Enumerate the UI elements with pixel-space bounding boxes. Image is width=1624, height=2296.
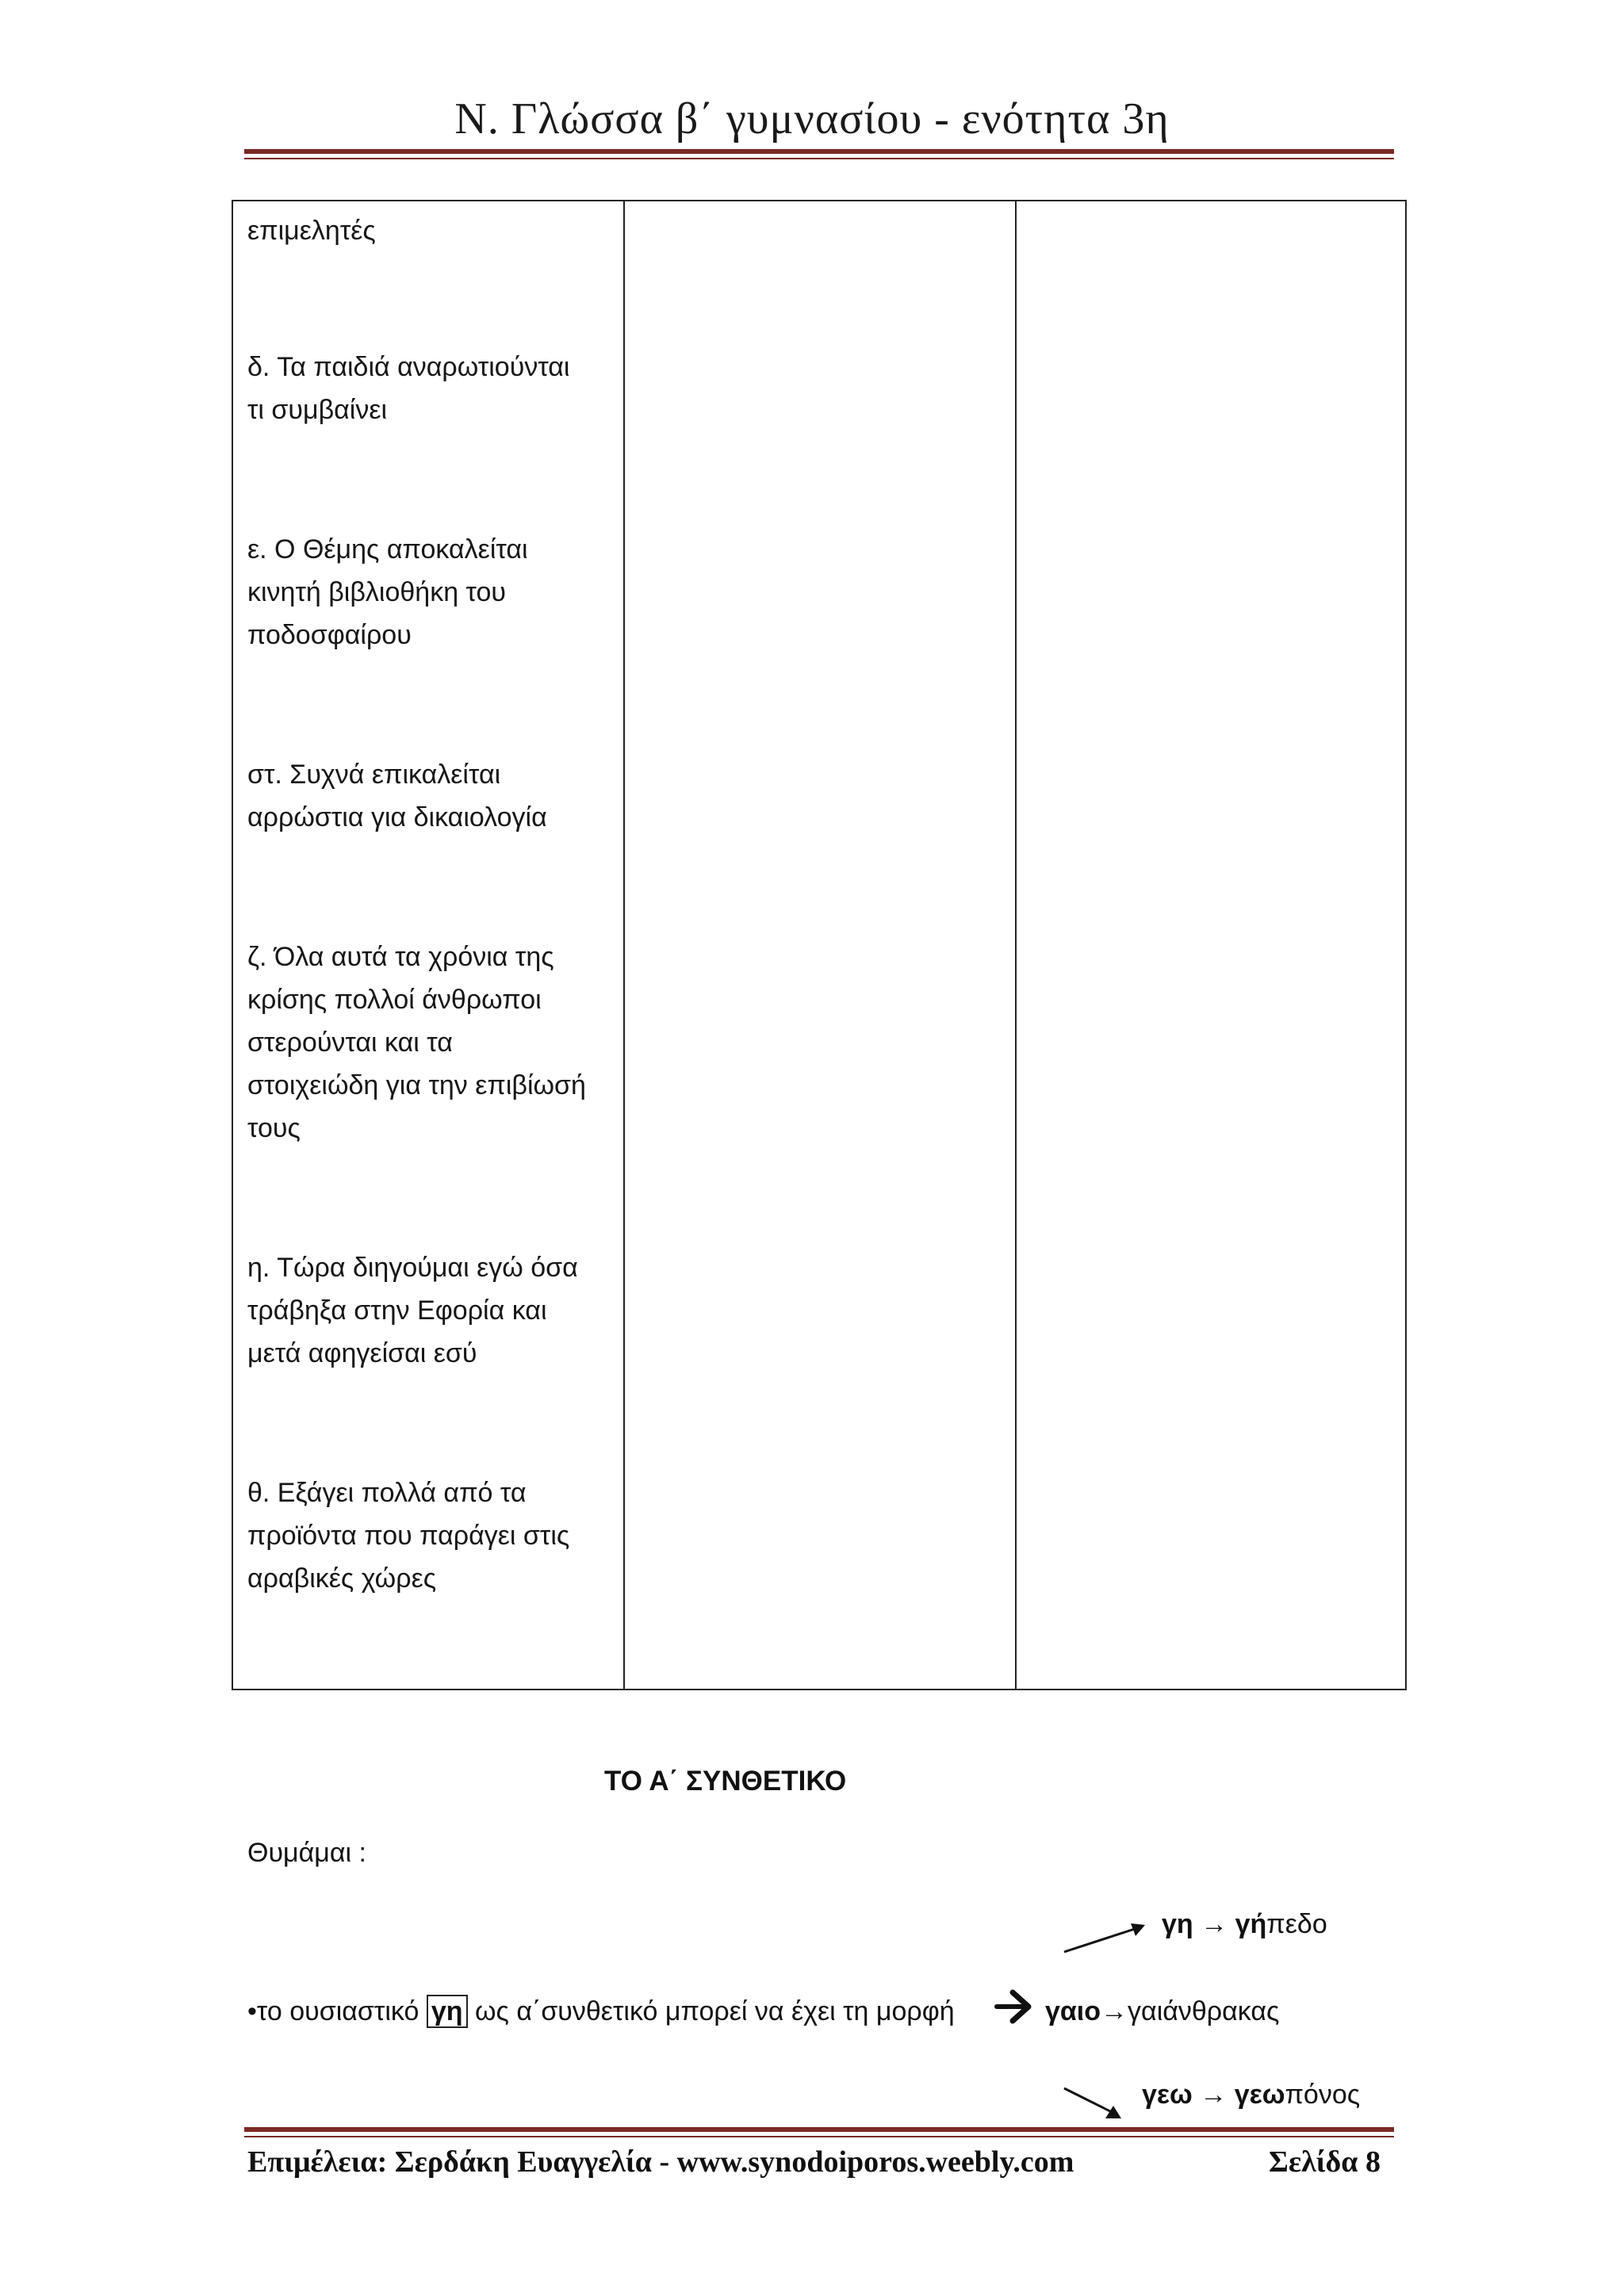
sentence-st: στ. Συχνά επικαλείται αρρώστια για δικαιολογία bbox=[247, 760, 547, 832]
form-gi: γη → γήπεδο bbox=[1162, 1909, 1327, 1939]
section-title: ΤΟ Α΄ ΣΥΝΘΕΤΙΚΟ bbox=[604, 1766, 847, 1797]
bullet-statement: •το ουσιαστικό γη ως α΄συνθετικό μπορεί να έχει τη μορφή bbox=[247, 1996, 955, 2026]
diagonal-down-arrow-icon bbox=[1061, 2084, 1124, 2123]
sentence-i: η. Τώρα διηγούμαι εγώ όσα τράβηξα στην Εφορία και μετά αφηγείσαι εσύ bbox=[247, 1253, 578, 1368]
remember-label: Θυμάμαι : bbox=[247, 1838, 366, 1868]
form-geo: γεω → γεωπόνος bbox=[1142, 2080, 1361, 2110]
answer-column-3[interactable] bbox=[1016, 201, 1406, 1689]
page-number: Σελίδα 8 bbox=[1269, 2145, 1381, 2179]
form-gaio: γαιο→γαιάνθρακας bbox=[1045, 1996, 1280, 2026]
sentences-column bbox=[232, 201, 624, 1689]
page-header-title: Ν. Γλώσσα β΄ γυμνασίου - ενότητα 3η bbox=[454, 94, 1170, 144]
sentence-z: ζ. Όλα αυτά τα χρόνια της κρίσης πολλοί άνθρωποι στερούνται και τα στοιχειώδη για την επιβίωσή τους bbox=[247, 942, 586, 1143]
diagonal-up-arrow-icon bbox=[1061, 1917, 1148, 1957]
header-rule bbox=[244, 149, 1394, 159]
boxed-word: γη bbox=[427, 1995, 468, 2028]
sentence-e: ε. Ο Θέμης αποκαλείται κινητή βιβλιοθήκη του ποδοσφαίρου bbox=[247, 534, 528, 650]
footer-rule bbox=[244, 2127, 1394, 2137]
right-arrow-icon bbox=[994, 1986, 1035, 2027]
footer-credit: Επιμέλεια: Σερδάκη Ευαγγελία - www.synodoiporos.weebly.com bbox=[247, 2145, 1074, 2179]
sentence-continuation: επιμελητές bbox=[247, 216, 376, 246]
answer-column-2[interactable] bbox=[624, 201, 1016, 1689]
sentence-th: θ. Εξάγει πολλά από τα προϊόντα που παράγει στις αραβικές χώρες bbox=[247, 1478, 570, 1594]
sentence-d: δ. Τα παιδιά αναρωτιούνται τι συμβαίνει bbox=[247, 352, 570, 425]
exercise-table bbox=[232, 200, 1407, 1690]
